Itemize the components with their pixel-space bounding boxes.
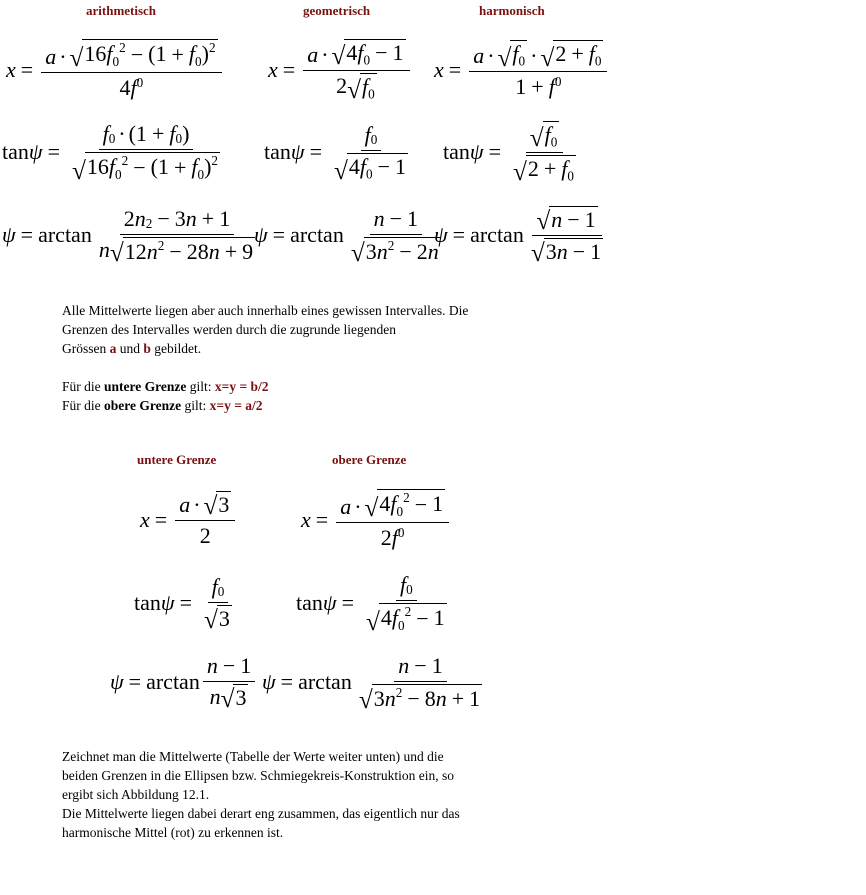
paragraph-interval [62, 301, 582, 415]
text-segment: gilt: [186, 379, 215, 394]
upper-limit-formula: x=y = a/2 [209, 398, 263, 413]
lower-limit-label: untere Grenze [104, 379, 187, 394]
formula-tan-arithmetic: tan ψ = f $_0$ · (1 + f $_0$ ) √ $16f_0^2 - (1 + f_0)^2$ [2, 121, 218, 186]
text-line: Zeichnet man die Mittelwerte (Tabelle der Werte weiter unten) und die [62, 749, 444, 764]
text-segment: gebildet. [150, 341, 202, 356]
formula-tan-lower-limit: tan ψ = f $_0$ √ 3 [134, 574, 230, 635]
header-upper-limit: obere Grenze [332, 452, 407, 467]
header-harmonic: harmonisch [479, 3, 545, 18]
header-lower-limit: untere Grenze [137, 452, 217, 467]
lower-limit-formula: x=y = b/2 [214, 379, 269, 394]
formula-psi-geometric: ψ = arctan n − 1 √ $3n^2 - 2n$ [254, 205, 439, 267]
text-segment: Für die [62, 379, 104, 394]
text-line: beiden Grenzen in die Ellipsen bzw. Schmiegekreis-Konstruktion ein, so [62, 768, 455, 783]
formula-x-lower-limit: x = a · √ 3 2 [140, 480, 250, 560]
formula-psi-upper-limit: ψ = arctan n − 1 √ $3n^2 - 8n + 1$ [262, 652, 481, 714]
upper-limit-line [62, 396, 582, 415]
variable-b: b [143, 341, 151, 356]
paragraph-drawing [62, 747, 582, 842]
header-arithmetic: arithmetisch [86, 3, 157, 18]
formula-x-geometric: x = a · √ $4f_0 - 1$ 2 √ $f_0$ [268, 30, 428, 110]
formula-tan-geometric: tan ψ = f $_0$ √ $4f_0 - 1$ [264, 122, 407, 185]
formula-psi-arithmetic: ψ = arctan 2 n $_2$ − 3 n + 1 n √ $12n^2 - 28n + 9$ [2, 205, 254, 267]
formula-tan-upper-limit: tan ψ = f $_0$ √ $4f_0^2 - 1$ [296, 572, 445, 637]
text-segment: und [116, 341, 144, 356]
text-line: ergibt sich Abbildung 12.1. [62, 787, 210, 802]
text-line: Alle Mittelwerte liegen aber auch innerhalb eines gewissen Intervalles. Die [62, 303, 469, 318]
text-line: Die Mittelwerte liegen dabei derart eng zusammen, das eigentlich nur das [62, 806, 460, 821]
lower-limit-line [62, 377, 582, 396]
text-segment: Für die [62, 398, 104, 413]
formula-x-upper-limit: x = a · √ $4f_0^2 - 1$ 2 f $^0$ [301, 480, 471, 560]
spacer [62, 358, 582, 377]
variable-a: a [109, 341, 117, 356]
upper-limit-label: obere Grenze [104, 398, 182, 413]
text-segment: Grössen [62, 341, 110, 356]
formula-psi-harmonic: ψ = arctan √ n − 1 √ 3n − 1 [434, 207, 602, 267]
header-geometric: geometrisch [303, 3, 371, 18]
formula-x-harmonic: x = a · √ $f_0$ · √ $2 + f_0$ 1 + f $^0$ [434, 30, 610, 110]
text-line: Grenzen des Intervalles werden durch die zugrunde liegenden [62, 322, 396, 337]
text-line: harmonische Mittel (rot) zu erkennen ist. [62, 825, 284, 840]
text-segment: gilt: [181, 398, 210, 413]
text-line [62, 339, 582, 358]
formula-tan-harmonic: tan ψ = √ $f_0$ √ $2 + f_0$ [443, 121, 575, 186]
formula-psi-lower-limit: ψ = arctan n − 1 n √ 3 [110, 642, 262, 722]
formula-x-arithmetic: x = a · √ $16f_0^2 - (1 + f_0)^2$ 4 f $^0$ [6, 30, 256, 110]
